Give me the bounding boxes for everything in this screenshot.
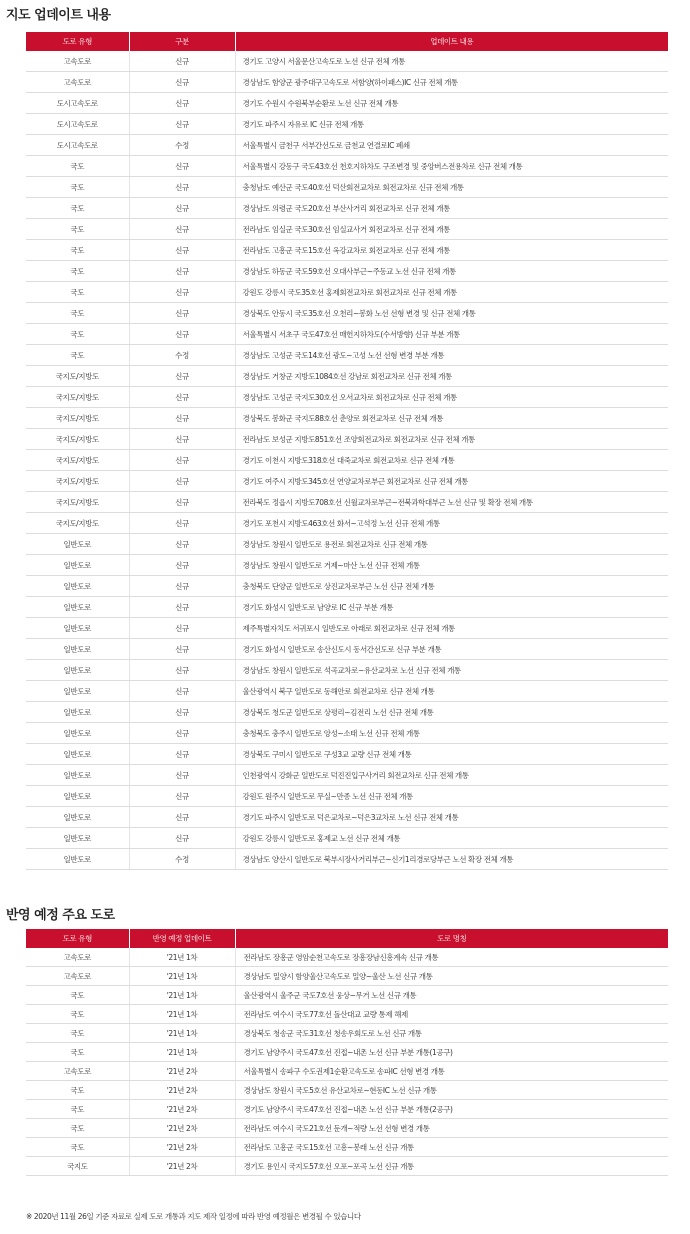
planned-update-cell: '21년 2차 bbox=[129, 1157, 235, 1176]
road-name-cell: 서울특별시 송파구 수도권제1순환고속도로 송파IC 선형 변경 개통 bbox=[235, 1062, 668, 1081]
category-cell: 신규 bbox=[129, 513, 235, 534]
road-name-cell: 경기도 남양주시 국도47호선 진접~내촌 노선 신규 부분 개통(1공구) bbox=[235, 1043, 668, 1062]
update-content-cell: 전라북도 정읍시 지방도708호선 신월교차로부근~전북과학대부근 노선 신규 및 확장 전체 개통 bbox=[235, 492, 668, 513]
update-content-cell: 경상남도 창원시 일반도로 용전로 회전교차로 신규 전체 개통 bbox=[235, 534, 668, 555]
update-content-cell: 경상남도 거창군 지방도1084호선 강남로 회전교차로 신규 전체 개통 bbox=[235, 366, 668, 387]
road-type-cell: 국지도/지방도 bbox=[26, 450, 129, 471]
category-cell: 신규 bbox=[129, 660, 235, 681]
table-row bbox=[26, 534, 668, 555]
update-content-cell: 경상북도 청도군 일반도로 상평리~김전리 노선 신규 전체 개통 bbox=[235, 702, 668, 723]
road-type-cell: 국도 bbox=[26, 261, 129, 282]
table-row bbox=[26, 702, 668, 723]
table-row bbox=[26, 219, 668, 240]
update-content-cell: 경상남도 창원시 일반도로 석곡교차로~유산교차로 노선 신규 전체 개통 bbox=[235, 660, 668, 681]
road-type-cell: 국지도/지방도 bbox=[26, 471, 129, 492]
category-cell: 신규 bbox=[129, 93, 235, 114]
category-cell: 신규 bbox=[129, 198, 235, 219]
table-row bbox=[26, 471, 668, 492]
planned-update-cell: '21년 2차 bbox=[129, 1119, 235, 1138]
table-header-row bbox=[26, 929, 668, 948]
table-header-row bbox=[26, 32, 668, 51]
road-type-cell: 국도 bbox=[26, 1100, 129, 1119]
update-content-cell: 경상남도 고성군 국도14호선 광도~고성 노선 선형 변경 부분 개통 bbox=[235, 345, 668, 366]
category-cell: 신규 bbox=[129, 807, 235, 828]
road-type-cell: 일반도로 bbox=[26, 639, 129, 660]
section-title-planned-roads: 반영 예정 주요 도로 bbox=[6, 908, 115, 923]
road-name-cell: 전라남도 고흥군 국도15호선 고흥~봉래 노선 신규 개통 bbox=[235, 1138, 668, 1157]
road-name-cell: 경기도 남양주시 국도47호선 진접~내촌 노선 신규 부분 개통(2공구) bbox=[235, 1100, 668, 1119]
road-type-cell: 국도 bbox=[26, 177, 129, 198]
category-cell: 신규 bbox=[129, 261, 235, 282]
table-row bbox=[26, 51, 668, 72]
road-type-cell: 국도 bbox=[26, 1043, 129, 1062]
road-type-cell: 국도 bbox=[26, 345, 129, 366]
update-content-cell: 경기도 포천시 지방도463호선 화서~고석정 노선 신규 전체 개통 bbox=[235, 513, 668, 534]
road-type-cell: 국지도/지방도 bbox=[26, 513, 129, 534]
table-row bbox=[26, 114, 668, 135]
update-content-cell: 경기도 수원시 수원북부순환로 노선 신규 전체 개통 bbox=[235, 93, 668, 114]
category-cell: 신규 bbox=[129, 429, 235, 450]
category-cell: 신규 bbox=[129, 702, 235, 723]
update-content-cell: 울산광역시 북구 일반도로 동해안로 회전교차로 신규 전체 개통 bbox=[235, 681, 668, 702]
category-cell: 신규 bbox=[129, 471, 235, 492]
update-content-cell: 경기도 이천시 지방도318호선 대죽교차로 회전교차로 신규 전체 개통 bbox=[235, 450, 668, 471]
road-type-cell: 도시고속도로 bbox=[26, 93, 129, 114]
table-row bbox=[26, 93, 668, 114]
road-type-cell: 국도 bbox=[26, 240, 129, 261]
planned-update-cell: '21년 2차 bbox=[129, 1100, 235, 1119]
update-content-cell: 강원도 강릉시 일반도로 홍제교 노선 신규 전체 개통 bbox=[235, 828, 668, 849]
road-type-cell: 고속도로 bbox=[26, 948, 129, 967]
header-planned-update: 반영 예정 업데이트 bbox=[129, 929, 235, 948]
category-cell: 신규 bbox=[129, 744, 235, 765]
category-cell: 신규 bbox=[129, 723, 235, 744]
table-row bbox=[26, 387, 668, 408]
road-type-cell: 국도 bbox=[26, 282, 129, 303]
update-content-cell: 경상남도 의령군 국도20호선 부산사거리 회전교차로 신규 전체 개통 bbox=[235, 198, 668, 219]
update-content-cell: 강원도 원주시 일반도로 무실~만종 노선 신규 전체 개통 bbox=[235, 786, 668, 807]
table-row bbox=[26, 967, 668, 986]
section-title-map-update: 지도 업데이트 내용 bbox=[6, 8, 111, 23]
planned-update-cell: '21년 1차 bbox=[129, 986, 235, 1005]
table-row bbox=[26, 1024, 668, 1043]
update-content-cell: 제주특별자치도 서귀포시 일반도로 아래로 회전교차로 신규 전체 개통 bbox=[235, 618, 668, 639]
road-type-cell: 일반도로 bbox=[26, 534, 129, 555]
table-row bbox=[26, 282, 668, 303]
update-content-cell: 서울특별시 서초구 국도47호선 매헌지하차도(수서방향) 신규 부분 개통 bbox=[235, 324, 668, 345]
update-content-cell: 경상북도 구미시 일반도로 구성3교 교량 신규 전체 개통 bbox=[235, 744, 668, 765]
table-row bbox=[26, 765, 668, 786]
update-content-cell: 전라남도 임실군 국도30호선 임실교사거 회전교차로 신규 전체 개통 bbox=[235, 219, 668, 240]
road-type-cell: 일반도로 bbox=[26, 702, 129, 723]
header-road-type: 도로 유형 bbox=[26, 929, 129, 948]
update-content-cell: 경상남도 함양군 광주대구고속도로 서함양(하이패스)IC 신규 전체 개통 bbox=[235, 72, 668, 93]
planned-update-cell: '21년 2차 bbox=[129, 1062, 235, 1081]
road-type-cell: 국도 bbox=[26, 1024, 129, 1043]
table-row bbox=[26, 177, 668, 198]
road-type-cell: 국도 bbox=[26, 986, 129, 1005]
header-category: 구분 bbox=[129, 32, 235, 51]
road-type-cell: 국도 bbox=[26, 1119, 129, 1138]
update-content-cell: 전라남도 고흥군 국도15호선 옥강교차로 회전교차로 신규 전체 개통 bbox=[235, 240, 668, 261]
road-type-cell: 국도 bbox=[26, 1005, 129, 1024]
table-row bbox=[26, 240, 668, 261]
planned-roads-table bbox=[26, 929, 668, 1176]
category-cell: 신규 bbox=[129, 324, 235, 345]
table-row bbox=[26, 555, 668, 576]
table-row bbox=[26, 576, 668, 597]
table-row bbox=[26, 618, 668, 639]
road-type-cell: 고속도로 bbox=[26, 967, 129, 986]
category-cell: 신규 bbox=[129, 282, 235, 303]
update-content-cell: 인천광역시 강화군 일반도로 덕진진입구사거리 회전교차로 신규 전체 개통 bbox=[235, 765, 668, 786]
planned-update-cell: '21년 2차 bbox=[129, 1081, 235, 1100]
table-row bbox=[26, 948, 668, 967]
planned-update-cell: '21년 1차 bbox=[129, 1005, 235, 1024]
road-type-cell: 도시고속도로 bbox=[26, 114, 129, 135]
road-type-cell: 일반도로 bbox=[26, 597, 129, 618]
table-row bbox=[26, 786, 668, 807]
category-cell: 신규 bbox=[129, 765, 235, 786]
category-cell: 신규 bbox=[129, 303, 235, 324]
table-row bbox=[26, 1119, 668, 1138]
road-name-cell: 전라남도 장흥군 영암순천고속도로 장흥장남신흥계속 신규 개통 bbox=[235, 948, 668, 967]
category-cell: 신규 bbox=[129, 534, 235, 555]
category-cell: 신규 bbox=[129, 366, 235, 387]
table-row bbox=[26, 828, 668, 849]
road-type-cell: 일반도로 bbox=[26, 555, 129, 576]
table-row bbox=[26, 1138, 668, 1157]
category-cell: 신규 bbox=[129, 597, 235, 618]
road-type-cell: 일반도로 bbox=[26, 849, 129, 870]
table-row bbox=[26, 261, 668, 282]
category-cell: 신규 bbox=[129, 51, 235, 72]
category-cell: 신규 bbox=[129, 618, 235, 639]
category-cell: 신규 bbox=[129, 639, 235, 660]
table-row bbox=[26, 513, 668, 534]
road-name-cell: 전라남도 여수시 국도21호선 둔개~적량 노선 선형 변경 개통 bbox=[235, 1119, 668, 1138]
update-content-cell: 경기도 여주시 지방도345호선 연양교차로부근 회전교차로 신규 전체 개통 bbox=[235, 471, 668, 492]
table-row bbox=[26, 156, 668, 177]
table-row bbox=[26, 72, 668, 93]
road-type-cell: 일반도로 bbox=[26, 828, 129, 849]
category-cell: 신규 bbox=[129, 408, 235, 429]
road-type-cell: 일반도로 bbox=[26, 765, 129, 786]
table-row bbox=[26, 1005, 668, 1024]
table-row bbox=[26, 681, 668, 702]
update-content-cell: 서울특별시 강동구 국도43호선 천호지하차도 구조변경 및 중앙버스전용차로 신규 전체 개통 bbox=[235, 156, 668, 177]
road-name-cell: 경상남도 밀양시 함양울산고속도로 밀양~울산 노선 신규 개통 bbox=[235, 967, 668, 986]
update-content-cell: 서울특별시 금천구 서부간선도로 금천교 연결로IC 폐쇄 bbox=[235, 135, 668, 156]
category-cell: 신규 bbox=[129, 828, 235, 849]
update-content-cell: 경상남도 고성군 국지도30호선 오서교차로 회전교차로 신규 전체 개통 bbox=[235, 387, 668, 408]
header-road-type: 도로 유형 bbox=[26, 32, 129, 51]
road-type-cell: 일반도로 bbox=[26, 744, 129, 765]
road-type-cell: 고속도로 bbox=[26, 1062, 129, 1081]
road-type-cell: 일반도로 bbox=[26, 618, 129, 639]
category-cell: 신규 bbox=[129, 450, 235, 471]
table-row bbox=[26, 807, 668, 828]
category-cell: 신규 bbox=[129, 240, 235, 261]
road-type-cell: 일반도로 bbox=[26, 576, 129, 597]
table-row bbox=[26, 744, 668, 765]
table-row bbox=[26, 492, 668, 513]
road-type-cell: 국도 bbox=[26, 219, 129, 240]
category-cell: 수정 bbox=[129, 849, 235, 870]
table-row bbox=[26, 639, 668, 660]
category-cell: 신규 bbox=[129, 72, 235, 93]
table-row bbox=[26, 135, 668, 156]
road-type-cell: 일반도로 bbox=[26, 807, 129, 828]
table-row bbox=[26, 198, 668, 219]
road-type-cell: 국지도/지방도 bbox=[26, 492, 129, 513]
road-name-cell: 울산광역시 울주군 국도7호선 웅상~무거 노선 신규 개통 bbox=[235, 986, 668, 1005]
road-type-cell: 국지도 bbox=[26, 1157, 129, 1176]
category-cell: 신규 bbox=[129, 387, 235, 408]
road-type-cell: 국도 bbox=[26, 303, 129, 324]
category-cell: 신규 bbox=[129, 681, 235, 702]
road-type-cell: 국지도/지방도 bbox=[26, 366, 129, 387]
table-row bbox=[26, 303, 668, 324]
update-content-cell: 경기도 파주시 자유로 IC 신규 전체 개통 bbox=[235, 114, 668, 135]
road-name-cell: 경상북도 청송군 국도31호선 청송우회도로 노선 신규 개통 bbox=[235, 1024, 668, 1043]
update-content-cell: 경상북도 안동시 국도35호선 오천리~봉화 노선 선형 변경 및 신규 전체 개통 bbox=[235, 303, 668, 324]
table-row bbox=[26, 345, 668, 366]
footnote: ※ 2020년 11월 26일 기준 자료로 실제 도로 개통과 지도 제작 일정에 따라 반영 예정월은 변경될 수 있습니다 bbox=[26, 1212, 361, 1221]
table-row bbox=[26, 324, 668, 345]
update-content-cell: 경상남도 창원시 일반도로 거제~마산 노선 신규 전체 개통 bbox=[235, 555, 668, 576]
table-row bbox=[26, 723, 668, 744]
planned-update-cell: '21년 1차 bbox=[129, 1024, 235, 1043]
update-content-cell: 경기도 화성시 일반도로 송산신도시 동서간선도로 신규 부분 개통 bbox=[235, 639, 668, 660]
category-cell: 신규 bbox=[129, 786, 235, 807]
header-update-content: 업데이트 내용 bbox=[235, 32, 668, 51]
planned-update-cell: '21년 1차 bbox=[129, 1043, 235, 1062]
table-row bbox=[26, 1081, 668, 1100]
table-row bbox=[26, 1157, 668, 1176]
table-row bbox=[26, 366, 668, 387]
road-type-cell: 일반도로 bbox=[26, 681, 129, 702]
road-name-cell: 경기도 용인시 국지도57호선 오포~포곡 노선 신규 개통 bbox=[235, 1157, 668, 1176]
road-name-cell: 경상남도 창원시 국도5호선 유산교차로~현동IC 노선 신규 개통 bbox=[235, 1081, 668, 1100]
road-name-cell: 전라남도 여수시 국도77호선 돌산대교 교량 통제 해제 bbox=[235, 1005, 668, 1024]
update-content-cell: 강원도 강릉시 국도35호선 홍제회전교차로 회전교차로 신규 전체 개통 bbox=[235, 282, 668, 303]
update-content-cell: 경기도 파주시 일반도로 덕은교차로~덕은3교차로 노선 신규 전체 개통 bbox=[235, 807, 668, 828]
road-type-cell: 일반도로 bbox=[26, 660, 129, 681]
table-row bbox=[26, 408, 668, 429]
planned-update-cell: '21년 1차 bbox=[129, 967, 235, 986]
category-cell: 신규 bbox=[129, 156, 235, 177]
table-row bbox=[26, 1043, 668, 1062]
category-cell: 신규 bbox=[129, 555, 235, 576]
update-content-cell: 경상남도 양산시 일반도로 북부시장사거리부근~신기1리경로당부근 노선 확장 전체 개통 bbox=[235, 849, 668, 870]
road-type-cell: 도시고속도로 bbox=[26, 135, 129, 156]
category-cell: 신규 bbox=[129, 219, 235, 240]
update-content-cell: 경상북도 봉화군 국지도88호선 춘양로 회전교차로 신규 전체 개통 bbox=[235, 408, 668, 429]
road-type-cell: 국지도/지방도 bbox=[26, 429, 129, 450]
category-cell: 신규 bbox=[129, 492, 235, 513]
road-type-cell: 국도 bbox=[26, 324, 129, 345]
table-row bbox=[26, 986, 668, 1005]
road-type-cell: 국도 bbox=[26, 1138, 129, 1157]
category-cell: 수정 bbox=[129, 135, 235, 156]
road-type-cell: 국도 bbox=[26, 156, 129, 177]
update-content-cell: 경기도 화성시 일반도로 남양로 IC 신규 부분 개통 bbox=[235, 597, 668, 618]
table-row bbox=[26, 450, 668, 471]
table-row bbox=[26, 660, 668, 681]
table-row bbox=[26, 849, 668, 870]
table-row bbox=[26, 429, 668, 450]
category-cell: 신규 bbox=[129, 576, 235, 597]
table-row bbox=[26, 1100, 668, 1119]
update-content-cell: 충청남도 예산군 국도40호선 덕산회전교차로 회전교차로 신규 전체 개통 bbox=[235, 177, 668, 198]
category-cell: 수정 bbox=[129, 345, 235, 366]
road-type-cell: 국지도/지방도 bbox=[26, 387, 129, 408]
header-road-name: 도로 명칭 bbox=[235, 929, 668, 948]
road-type-cell: 국도 bbox=[26, 198, 129, 219]
category-cell: 신규 bbox=[129, 114, 235, 135]
update-content-cell: 충청북도 단양군 일반도로 상진교차로부근 노선 신규 전체 개통 bbox=[235, 576, 668, 597]
update-content-cell: 경기도 고양시 서울문산고속도로 노선 신규 전체 개통 bbox=[235, 51, 668, 72]
update-content-cell: 충청북도 충주시 일반도로 앙성~소태 노선 신규 전체 개통 bbox=[235, 723, 668, 744]
table-row bbox=[26, 1062, 668, 1081]
road-type-cell: 국지도/지방도 bbox=[26, 408, 129, 429]
category-cell: 신규 bbox=[129, 177, 235, 198]
planned-update-cell: '21년 2차 bbox=[129, 1138, 235, 1157]
planned-update-cell: '21년 1차 bbox=[129, 948, 235, 967]
road-type-cell: 일반도로 bbox=[26, 786, 129, 807]
update-content-cell: 전라남도 보성군 지방도851호선 조양회전교차로 회전교차로 신규 전체 개통 bbox=[235, 429, 668, 450]
road-type-cell: 고속도로 bbox=[26, 51, 129, 72]
map-update-table bbox=[26, 32, 668, 870]
table-row bbox=[26, 597, 668, 618]
update-content-cell: 경상남도 하동군 국도59호선 오대사부근~주동교 노선 신규 전체 개통 bbox=[235, 261, 668, 282]
road-type-cell: 고속도로 bbox=[26, 72, 129, 93]
road-type-cell: 국도 bbox=[26, 1081, 129, 1100]
road-type-cell: 일반도로 bbox=[26, 723, 129, 744]
